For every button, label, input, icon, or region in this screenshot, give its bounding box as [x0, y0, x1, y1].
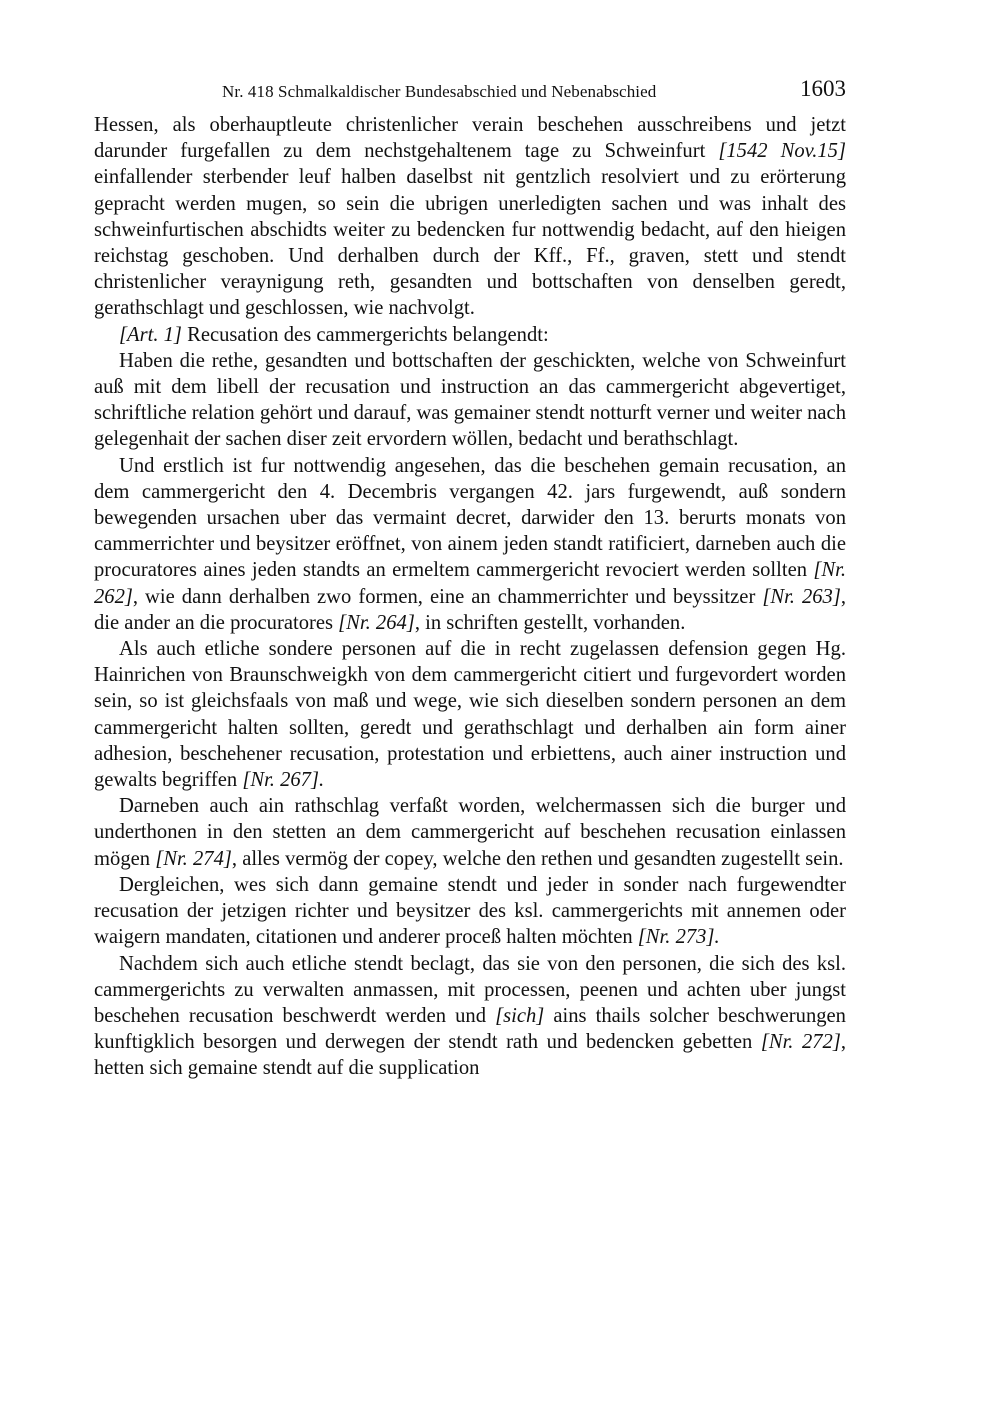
page-number: 1603 [800, 76, 846, 101]
text-run: ains thails solcher beschwerungen kunftigklich besorgen und derwegen der stendt rath und bedencken gebetten [94, 1004, 846, 1054]
paragraph [94, 793, 846, 872]
editorial-reference: [Nr. 263] [762, 585, 841, 608]
text-run: Und erstlich ist fur nottwendig angesehen, das die beschehen gemain recusation, an dem cammergericht den 4. Decembris vergangen 42. jars furgewendt, auß sondern bewegenden ursachen uber das vermaint decret, darwider den 13. berurts monats von cammerrichter und beysitzer eröffnet, von ainem jeden standt ratificiert, darneben auch die procuratores aines jeden standts an ermeltem cammergericht revociert werden sollten [94, 454, 846, 582]
paragraph [94, 951, 846, 1082]
editorial-reference: [Art. 1] [119, 323, 182, 346]
editorial-reference: [Nr. 264] [338, 611, 415, 634]
text-run: Hessen, als oberhauptleute christenlicher verain beschehen ausschreibens und jetzt darunder furgefallen zu dem nechstgehaltenem tage zu Schweinfurt [94, 114, 846, 163]
editorial-reference: [Nr. 267]. [242, 769, 325, 792]
paragraph [94, 348, 846, 453]
running-header [94, 78, 846, 112]
paragraph [94, 453, 846, 636]
text-run: Recusation des cammergerichts belangendt: [181, 323, 549, 346]
editorial-reference: [sich] [495, 1004, 545, 1027]
text-run: Haben die rethe, gesandten und bottschaften der geschickten, welche von Schweinfurt auß mit dem libell der recusation und instruction an das cammergericht abgevertiget, schriftliche relation gehört und darauf, was gemainer stendt notturft verner und weiter nach gelegenhait der sachen diser zeit ervordern wöllen, bedacht und berathschlagt. [94, 349, 846, 451]
editorial-reference: [Nr. 272] [760, 1031, 841, 1054]
editorial-reference: [Nr. 274] [155, 847, 232, 870]
body-text [94, 112, 846, 1082]
editorial-reference: [Nr. 273]. [637, 926, 720, 949]
editorial-reference: [1542 Nov.15] [718, 140, 846, 163]
text-run: Als auch etliche sondere personen auf die in recht zugelassen defension gegen Hg. Hainrichen von Braunschweigkh von dem cammergericht citiert und furgevordert worden sein, so ist gleichsfaals von maß und wege, wie sich dieselben sondern personen an dem cammergericht halten sollten, geredt und gerathschlagt und derhalben ain form ainer adhesion, beschehener recusation, protestation und erbiettens, auch ainer instruction und gewalts begriffen [94, 638, 846, 792]
text-run: , alles vermög der copey, welche den rethen und gesandten zugestellt sein. [231, 847, 844, 870]
text-run: Nachdem sich auch etliche stendt beclagt, das sie von den personen, die sich des ksl. cammergerichts zu verwalten anmassen, mit processen, peenen und achten uber jungst beschehen recusation beschwerdt werden und [94, 952, 846, 1027]
paragraph [94, 872, 846, 951]
paragraph [94, 112, 846, 322]
text-run: einfallender sterbender leuf halben daselbst nit gentzlich resolviert und zu erörterung gepracht werden mugen, so sein die ubrigen unerledigten sachen und was inhalt des schweinfurtischen abschidts weiter zu bedencken fur nottwendig bedacht, auf den hieigen reichstag geschoben. Und derhalben durch der Kff., Ff., graven, stett und stendt christenlicher veraynigung reth, gesandten und bottschaften von denselben geredt, gerathschlagt und geschlossen, wie nachvolgt. [94, 166, 846, 320]
paragraph [94, 636, 846, 793]
text-run: , hetten sich gemaine stendt auf die supplication [94, 1031, 847, 1080]
text-run: Dergleichen, wes sich dann gemaine stendt und jeder in sonder nach furgewendter recusation der jetzigen richter und beysitzer des ksl. cammergerichts mit annemen oder waigern mandaten, citationen und anderer proceß halten möchten [94, 873, 846, 949]
text-run: , in schriften gestellt, vorhanden. [414, 611, 686, 634]
document-page [94, 78, 846, 1082]
text-run: Darneben auch ain rathschlag verfaßt worden, welchermassen sich die burger und underthonen in den stetten an dem cammergericht auf beschehen recusation einlassen mögen [94, 795, 846, 870]
running-title: Nr. 418 Schmalkaldischer Bundesabschied und Nebenabschied [222, 82, 657, 101]
text-run: , wie dann derhalben zwo formen, eine an chammerrichter und beyssitzer [132, 585, 763, 608]
text-run: , die ander an die procuratores [94, 585, 847, 634]
paragraph [94, 322, 846, 348]
editorial-reference: [Nr. 262] [94, 559, 846, 608]
